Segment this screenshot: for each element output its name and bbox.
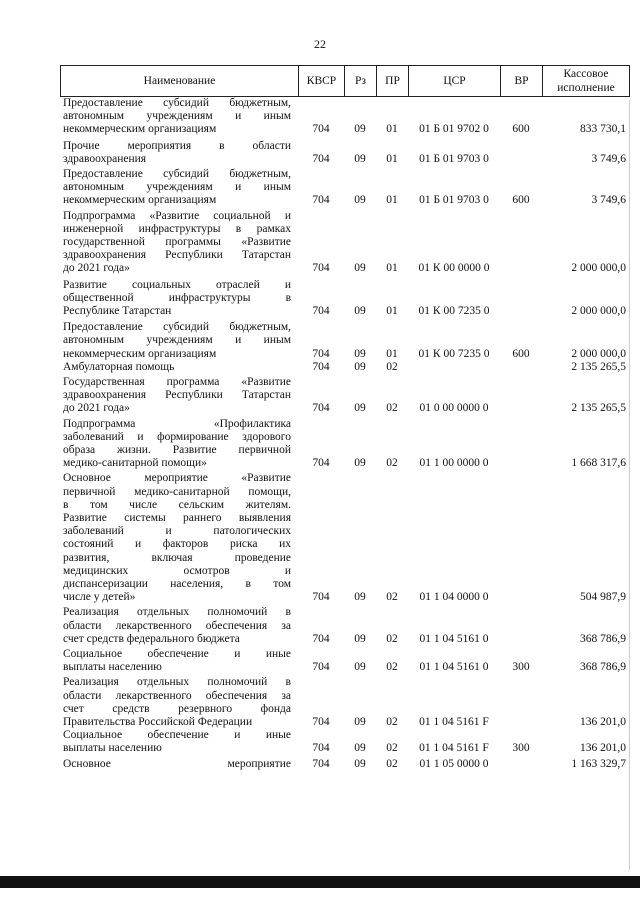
table-row <box>60 376 630 416</box>
cell-csr: 01 1 04 5161 0 <box>419 661 489 674</box>
cell-csr: 01 К 00 7235 0 <box>418 347 490 360</box>
row-name-line: до 2021 года» <box>63 262 130 275</box>
row-name-line: медицинских осмотров и <box>63 564 291 577</box>
cell-pr: 02 <box>386 715 398 728</box>
row-name <box>63 279 291 319</box>
cell-kvsr: 704 <box>312 742 330 755</box>
table-row <box>60 606 630 646</box>
row-name <box>63 321 291 361</box>
row-name <box>63 676 291 729</box>
cell-kvsr: 704 <box>312 262 330 275</box>
cell-pr: 02 <box>386 591 398 604</box>
cell-rz: 09 <box>354 591 366 604</box>
header-rz: Рз <box>345 66 377 96</box>
cell-rz: 09 <box>354 123 366 136</box>
row-name-line: области лекарственного обеспечения за <box>63 689 291 702</box>
header-vr: ВР <box>501 66 543 96</box>
cell-amount: 833 730,1 <box>580 123 626 136</box>
cell-pr: 02 <box>386 360 398 373</box>
row-name-line: выплаты населению <box>63 742 162 755</box>
table-row <box>60 418 630 471</box>
row-name-line: здравоохранения Республики Татарстан <box>63 249 291 262</box>
row-name-line: здравоохранения Республики Татарстан <box>63 389 291 402</box>
row-name-line: некоммерческим организациям <box>63 194 217 207</box>
row-name-line: автономным учреждениям и иным <box>63 181 291 194</box>
cell-rz: 09 <box>354 402 366 415</box>
cell-rz: 09 <box>354 360 366 373</box>
row-name <box>63 376 291 416</box>
page-edge <box>629 100 630 870</box>
cell-amount: 504 987,9 <box>580 591 626 604</box>
row-name <box>63 210 291 276</box>
row-name <box>63 606 291 646</box>
row-name <box>63 729 291 755</box>
row-name-line: государственной программы «Развитие <box>63 236 291 248</box>
cell-rz: 09 <box>354 757 366 770</box>
cell-pr: 02 <box>386 742 398 755</box>
row-name-line: Развитие социальных отраслей и <box>63 278 291 291</box>
cell-csr: 01 1 04 0000 0 <box>419 591 489 604</box>
scan-border <box>0 876 640 888</box>
cell-pr: 02 <box>386 661 398 674</box>
row-name-line: автономным учреждениям и иным <box>63 110 291 123</box>
cell-vr: 600 <box>512 123 530 136</box>
header-csr: ЦСР <box>409 66 501 96</box>
row-name <box>63 758 291 771</box>
row-name <box>63 418 291 471</box>
cell-rz: 09 <box>354 347 366 360</box>
cell-amount: 2 135 265,5 <box>571 360 626 373</box>
cell-amount: 2 000 000,0 <box>571 304 626 317</box>
cell-kvsr: 704 <box>312 347 330 360</box>
table-row <box>60 168 630 208</box>
row-name-line: некоммерческим организациям <box>63 347 217 360</box>
cell-amount: 136 201,0 <box>580 715 626 728</box>
row-name-line: диспансеризации населения, в том <box>63 578 291 591</box>
row-name-line: счет средств резервного фонда <box>63 702 291 715</box>
row-name-line: Реализация отдельных полномочий в <box>63 676 291 689</box>
row-name-line: заболеваний и формирование здорового <box>63 430 291 443</box>
row-name-line: некоммерческим организациям <box>63 123 217 136</box>
row-name-line: числе у детей» <box>63 591 136 604</box>
page-number: 22 <box>314 37 326 51</box>
cell-vr: 600 <box>512 194 530 207</box>
cell-pr: 02 <box>386 457 398 470</box>
cell-pr: 01 <box>386 347 398 360</box>
cell-kvsr: 704 <box>312 457 330 470</box>
cell-csr: 01 К 00 0000 0 <box>418 262 490 275</box>
header-amount <box>543 66 629 96</box>
cell-rz: 09 <box>354 661 366 674</box>
row-name-line: Основное мероприятие «Развитие <box>63 472 291 485</box>
cell-csr: 01 1 04 5161 0 <box>419 632 489 645</box>
row-name-line: развития, включая проведение <box>63 551 291 564</box>
table-row <box>60 676 630 729</box>
table-row <box>60 140 630 166</box>
cell-rz: 09 <box>354 742 366 755</box>
cell-vr: 600 <box>512 347 530 360</box>
table-row <box>60 210 630 276</box>
cell-csr: 01 1 04 5161 F <box>419 715 489 728</box>
row-name <box>63 168 291 208</box>
cell-csr: 01 1 00 0000 0 <box>419 457 489 470</box>
row-name-line: Правительства Российской Федерации <box>63 716 253 728</box>
cell-amount: 3 749,6 <box>591 152 626 165</box>
cell-kvsr: 704 <box>312 123 330 136</box>
row-name-line: Предоставление субсидий бюджетным, <box>63 168 291 180</box>
cell-csr: 01 Б 01 9703 0 <box>419 194 489 207</box>
row-name <box>63 472 291 604</box>
cell-pr: 02 <box>386 402 398 415</box>
row-name <box>63 97 291 137</box>
cell-amount: 1 668 317,6 <box>571 457 626 470</box>
cell-amount: 368 786,9 <box>580 632 626 645</box>
table-row <box>60 648 630 674</box>
row-name-line: состояний и факторов риска их <box>63 538 291 551</box>
row-name-line: Развитие системы раннего выявления <box>63 512 291 524</box>
table-row <box>60 97 630 137</box>
cell-amount: 2 000 000,0 <box>571 347 626 360</box>
table-row <box>60 321 630 361</box>
row-name <box>63 140 291 166</box>
cell-pr: 02 <box>386 757 398 770</box>
row-name-line: заболеваний и патологических <box>63 525 291 538</box>
row-name-line: Социальное обеспечение и иные <box>63 729 291 742</box>
header-amount-line2: исполнение <box>557 82 615 94</box>
row-name-line: Реализация отдельных полномочий в <box>63 606 291 619</box>
row-name-line: первичной медико-санитарной помощи, <box>63 485 291 498</box>
cell-kvsr: 704 <box>312 194 330 207</box>
cell-kvsr: 704 <box>312 591 330 604</box>
cell-pr: 01 <box>386 123 398 136</box>
cell-csr: 01 1 04 5161 F <box>419 742 489 755</box>
cell-pr: 01 <box>386 304 398 317</box>
table-row <box>60 729 630 755</box>
cell-vr: 300 <box>512 742 530 755</box>
row-name-line: до 2021 года» <box>63 402 130 415</box>
cell-kvsr: 704 <box>312 304 330 317</box>
cell-rz: 09 <box>354 632 366 645</box>
row-name-line: инженерной инфраструктуры в рамках <box>63 222 291 235</box>
cell-csr: 01 К 00 7235 0 <box>418 304 490 317</box>
table-header <box>60 65 630 97</box>
row-name-line: Основное мероприятие <box>63 757 291 770</box>
row-name-line: Прочие мероприятия в области <box>63 139 291 152</box>
row-name-line: Амбулаторная помощь <box>63 360 175 373</box>
cell-amount: 368 786,9 <box>580 661 626 674</box>
cell-csr: 01 1 05 0000 0 <box>419 757 489 770</box>
cell-rz: 09 <box>354 457 366 470</box>
row-name <box>63 361 291 374</box>
cell-csr: 01 0 00 0000 0 <box>419 402 489 415</box>
header-pr: ПР <box>377 66 409 96</box>
table-row <box>60 279 630 319</box>
cell-rz: 09 <box>354 262 366 275</box>
table-row <box>60 361 630 374</box>
cell-csr: 01 Б 01 9702 0 <box>419 123 489 136</box>
table-row <box>60 758 630 771</box>
row-name-line: в том числе сельским жителям. <box>63 498 291 511</box>
cell-kvsr: 704 <box>312 360 330 373</box>
cell-kvsr: 704 <box>312 152 330 165</box>
row-name-line: Государственная программа «Развитие <box>63 376 291 388</box>
row-name-line: Республике Татарстан <box>63 305 172 317</box>
cell-csr: 01 Б 01 9703 0 <box>419 152 489 165</box>
cell-amount: 2 135 265,5 <box>571 402 626 415</box>
header-kvsr: КВСР <box>299 66 345 96</box>
row-name-line: Подпрограмма «Профилактика <box>63 417 291 430</box>
header-amount-line1: Кассовое <box>563 67 609 80</box>
cell-kvsr: 704 <box>312 632 330 645</box>
cell-vr: 300 <box>512 661 530 674</box>
row-name-line: выплаты населению <box>63 661 162 674</box>
cell-amount: 3 749,6 <box>591 194 626 207</box>
cell-rz: 09 <box>354 715 366 728</box>
cell-amount: 136 201,0 <box>580 742 626 755</box>
cell-kvsr: 704 <box>312 402 330 415</box>
row-name-line: Предоставление субсидий бюджетным, <box>63 97 291 109</box>
row-name <box>63 648 291 674</box>
row-name-line: общественной инфраструктуры в <box>63 291 291 304</box>
cell-pr: 01 <box>386 262 398 275</box>
header-name: Наименование <box>61 66 299 96</box>
row-name-line: счет средств федерального бюджета <box>63 632 240 645</box>
cell-amount: 2 000 000,0 <box>571 262 626 275</box>
cell-rz: 09 <box>354 152 366 165</box>
cell-rz: 09 <box>354 194 366 207</box>
table-row <box>60 472 630 604</box>
cell-kvsr: 704 <box>312 661 330 674</box>
row-name-line: автономным учреждениям и иным <box>63 334 291 347</box>
row-name-line: Подпрограмма «Развитие социальной и <box>63 209 291 222</box>
row-name-line: Социальное обеспечение и иные <box>63 648 291 660</box>
row-name-line: Предоставление субсидий бюджетным, <box>63 321 291 334</box>
row-name-line: области лекарственного обеспечения за <box>63 619 291 632</box>
cell-pr: 01 <box>386 152 398 165</box>
cell-pr: 02 <box>386 632 398 645</box>
row-name-line: образа жизни. Развитие первичной <box>63 444 291 456</box>
cell-kvsr: 704 <box>312 715 330 728</box>
row-name-line: здравоохранения <box>63 152 147 165</box>
row-name-line: медико-санитарной помощи» <box>63 457 207 470</box>
cell-kvsr: 704 <box>312 757 330 770</box>
cell-amount: 1 163 329,7 <box>571 757 626 770</box>
cell-pr: 01 <box>386 194 398 207</box>
cell-rz: 09 <box>354 304 366 317</box>
